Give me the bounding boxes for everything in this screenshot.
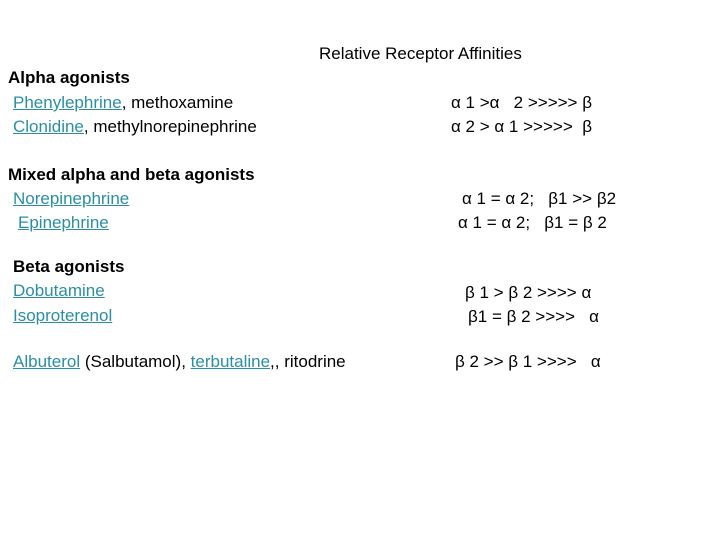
affinity-isoproterenol: β1 = β 2 >>>> α [468, 307, 599, 326]
group-heading-mixed: Mixed alpha and beta agonists [8, 165, 255, 184]
drug-text: ,, ritodrine [270, 352, 346, 371]
drug-line-epinephrine [18, 211, 109, 235]
affinity-clonidine: α 2 > α 1 >>>>> β [451, 117, 592, 136]
drug-line-norepinephrine [13, 187, 129, 211]
affinity-epinephrine: α 1 = α 2; β1 = β 2 [458, 213, 607, 232]
drug-link-albuterol[interactable]: Albuterol [13, 352, 81, 371]
drug-line-clonidine [13, 115, 257, 139]
drug-text: (Salbutamol), [80, 352, 191, 371]
drug-link-norepinephrine[interactable]: Norepinephrine [13, 189, 130, 208]
drug-text: , methylnorepinephrine [83, 117, 257, 136]
group-heading-beta: Beta agonists [13, 257, 125, 276]
affinity-albuterol: β 2 >> β 1 >>>> α [455, 352, 601, 371]
drug-link-epinephrine[interactable]: Epinephrine [18, 213, 109, 232]
drug-line-albuterol [13, 350, 346, 374]
drug-line-isoproterenol [13, 304, 112, 328]
affinity-phenylephrine: α 1 >α 2 >>>>> β [451, 93, 592, 112]
affinity-norepinephrine: α 1 = α 2; β1 >> β2 [462, 189, 617, 208]
drug-link-dobutamine[interactable]: Dobutamine [13, 281, 105, 300]
drug-link-clonidine[interactable]: Clonidine [13, 117, 84, 136]
drug-link-phenylephrine[interactable]: Phenylephrine [13, 93, 122, 112]
drug-line-phenylephrine [13, 91, 233, 115]
affinity-dobutamine: β 1 > β 2 >>>> α [465, 283, 592, 302]
group-heading-alpha: Alpha agonists [8, 68, 130, 87]
page-title: Relative Receptor Affinities [319, 44, 522, 63]
drug-link-isoproterenol[interactable]: Isoproterenol [13, 306, 113, 325]
drug-link-terbutaline[interactable]: terbutaline [190, 352, 271, 371]
drug-text: , methoxamine [121, 93, 234, 112]
drug-line-dobutamine [13, 279, 105, 303]
